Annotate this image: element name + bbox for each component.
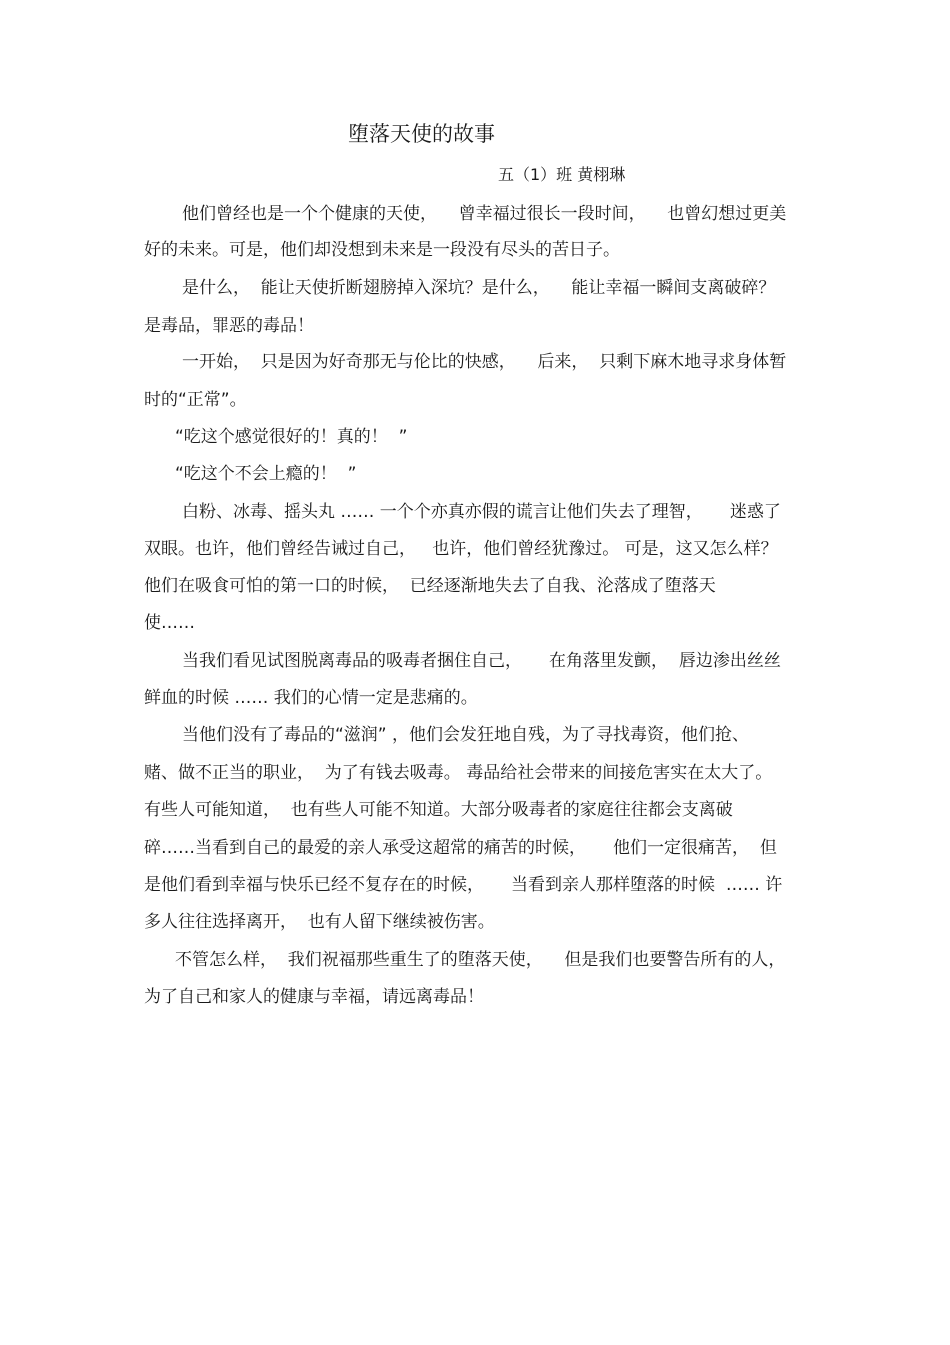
body-line: 好的未来。可是，他们却没想到未来是一段没有尽头的苦日子。 — [144, 240, 620, 260]
body-line: 为了自己和家人的健康与幸福，请远离毒品！ — [144, 987, 484, 1007]
body-line: 碎……当看到自己的最爱的亲人承受这超常的痛苦的时候， 他们一定很痛苦， 但 — [144, 838, 777, 858]
body-line: 双眼。也许，他们曾经告诫过自己， 也许，他们曾经犹豫过。 可是，这又怎么样？ — [144, 539, 778, 559]
body-line: 时的“正常”。 — [144, 390, 247, 410]
body-line: 多人往往选择离开， 也有人留下继续被伤害。 — [144, 912, 495, 932]
body-line: “吃这个不会上瘾的！ ” — [175, 464, 357, 484]
body-line: 是毒品，罪恶的毒品！ — [144, 316, 314, 336]
body-line: 不管怎么样， 我们祝福那些重生了的堕落天使， 但是我们也要警告所有的人， — [175, 950, 786, 970]
body-line: 是他们看到幸福与快乐已经不复存在的时候， 当看到亲人那样堕落的时候 …… 许 — [144, 875, 783, 895]
body-line: 当我们看见试图脱离毒品的吸毒者捆住自己， 在角落里发颤， 唇边渗出丝丝 — [182, 651, 781, 671]
body-line: 他们曾经也是一个个健康的天使， 曾幸福过很长一段时间， 也曾幻想过更美 — [182, 204, 787, 224]
body-line: 当他们没有了毒品的“滋润” ，他们会发狂地自残，为了寻找毒资，他们抢、 — [182, 725, 750, 745]
body-line: 有些人可能知道， 也有些人可能不知道。大部分吸毒者的家庭往往都会支离破 — [144, 800, 733, 820]
body-line: 他们在吸食可怕的第一口的时候， 已经逐渐地失去了自我、沦落成了堕落天 — [144, 576, 716, 596]
body-line: 使…… — [144, 613, 195, 633]
author-byline: 五（1）班 黄栩琳 — [498, 165, 626, 184]
body-line: 一开始， 只是因为好奇那无与伦比的快感， 后来， 只剩下麻木地寻求身体暂 — [182, 352, 787, 372]
body-line: “吃这个感觉很好的！真的！ ” — [175, 427, 408, 447]
body-line: 赌、做不正当的职业， 为了有钱去吸毒。 毒品给社会带来的间接危害实在太大了。 — [144, 763, 773, 783]
document-title: 堕落天使的故事 — [348, 122, 495, 146]
body-line: 是什么， 能让天使折断翅膀掉入深坑？是什么， 能让幸福一瞬间支离破碎？ — [182, 278, 776, 298]
body-line: 白粉、冰毒、摇头丸 …… 一个个亦真亦假的谎言让他们失去了理智， 迷惑了 — [182, 502, 781, 522]
body-line: 鲜血的时候 …… 我们的心情一定是悲痛的。 — [144, 688, 478, 708]
